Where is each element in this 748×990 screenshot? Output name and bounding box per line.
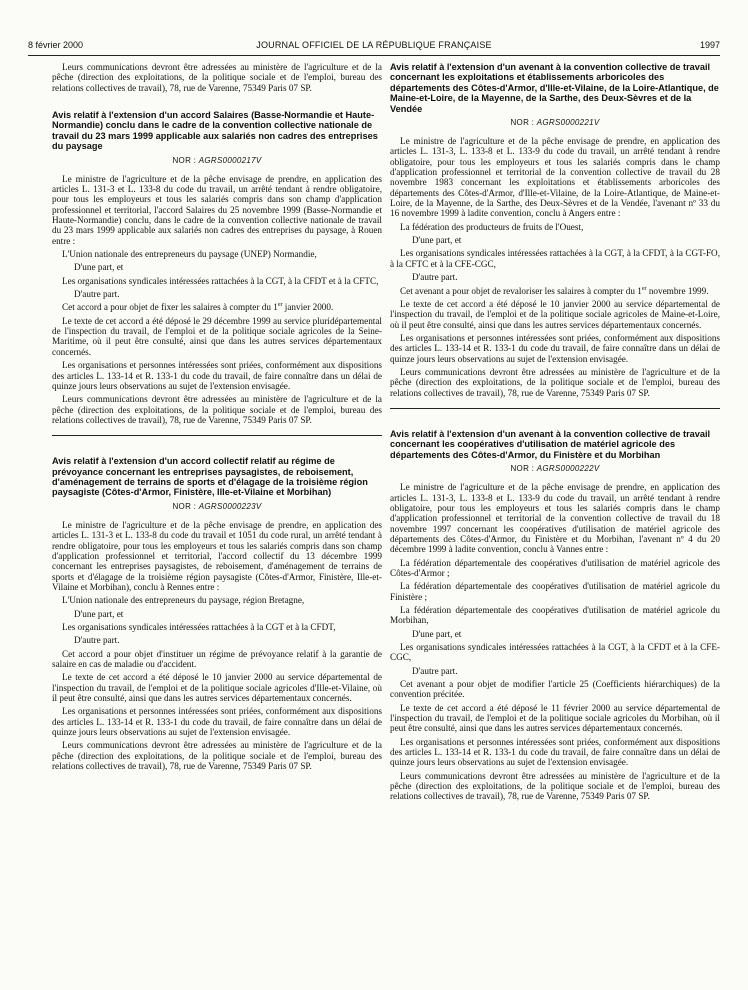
paragraph: La fédération des producteurs de fruits de l'Ouest, bbox=[400, 221, 584, 232]
paragraph: Leurs communications devront être adressées au ministère de l'agriculture et de la pêche (direction des exploitations, de la politique sociale et de l'emploi, bureau des relations collectives de travail), 78, rue de Varenne, 75349 Paris 07 SP. bbox=[390, 366, 720, 398]
paragraph: Le texte de cet accord a été déposé le 10 janvier 2000 au service départemental de l'inspection du travail, de l'emploi et de la politique sociale agricoles d'Ille-et-Vilaine, où il peut être consulté, ainsi que dans les autres services départementaux concernés. bbox=[52, 672, 382, 703]
paragraph: La fédération départementale des coopératives d'utilisation de matériel agricole du Morbihan, bbox=[390, 604, 720, 626]
section-gap bbox=[390, 415, 720, 429]
paragraph: Le ministre de l'agriculture et de la pêche envisage de prendre, en application des articles L. 131-3, L. 133-8 et L. 133-9 du code du travail, un arrêté tendant à rendre obligatoire, pour tous les employeurs et tous les salariés compris dans le champ d'application professionnel et territorial de la convention collective de travail du 18 novembre 1997 concernant les coopératives d'utilisation de matériel agricole des départements des Côtes-d'Armor, du Finistère et du Morbihan, l'avenant nº 4 du 20 décembre 1999 à ladite convention, conclu à Vannes entre : bbox=[390, 482, 720, 555]
nor-reference bbox=[52, 156, 382, 165]
header-rule bbox=[28, 55, 720, 56]
nor-code: AGRS0000217V bbox=[198, 155, 262, 165]
page-number: 1997 bbox=[699, 40, 720, 50]
paragraph: Les organisations syndicales intéressées rattachées à la CGT et à la CFDT, bbox=[62, 621, 336, 632]
right-column bbox=[390, 62, 720, 805]
carryover-paragraph: Leurs communications devront être adressées au ministère de l'agriculture et de la pêche (direction des exploitations, de la politique sociale et de l'emploi, bureau des relations collectives de travail), 78, rue de Varenne, 75349 Paris 07 SP. bbox=[52, 62, 382, 93]
text: Cet accord a pour objet de fixer les salaires à compter du 1 bbox=[62, 302, 278, 313]
text: Cet avenant a pour objet de revaloriser les salaires à compter du 1 bbox=[400, 285, 642, 296]
paragraph: D'autre part. bbox=[412, 272, 458, 283]
text: novembre 1999. bbox=[646, 285, 709, 296]
paragraph: Leurs communications devront être adressées au ministère de l'agriculture et de la pêche (direction des exploitations, de la politique sociale et de l'emploi, bureau des relations collectives de travail), 78, rue de Varenne, 75349 Paris 07 SP. bbox=[390, 770, 720, 802]
nor-reference bbox=[52, 502, 382, 511]
superscript: er bbox=[277, 302, 283, 309]
paragraph: Les organisations syndicales intéressées rattachées à la CGT, à la CFDT, à la CGT-FO, à la CFTC et à la CFE-CGC, bbox=[390, 248, 720, 269]
paragraph: Les organisations et personnes intéressées sont priées, conformément aux dispositions des articles L. 133-14 et R. 133-1 du code du travail, de faire connaître dans un délai de quinze jours leurs observations au sujet de l'extension envisagée. bbox=[52, 706, 382, 738]
paragraph: L'Union nationale des entrepreneurs du paysage, région Bretagne, bbox=[62, 595, 305, 606]
nor-reference bbox=[390, 464, 720, 473]
paragraph: D'une part, et bbox=[412, 235, 462, 246]
paragraph: Le texte de cet accord a été déposé le 11 février 2000 au service départemental de l'inspection du travail, de l'emploi et de la politique sociale agricoles du Morbihan, où il peut être consulté, ainsi que dans les autres services départementaux concernés. bbox=[390, 702, 720, 734]
paragraph: L'Union nationale des entrepreneurs du paysage (UNEP) Normandie, bbox=[62, 249, 317, 260]
paragraph: Cet avenant a pour objet de modifier l'article 25 (Coefficients hiérarchiques) de la convention précitée. bbox=[390, 679, 720, 700]
paragraph: D'autre part. bbox=[412, 665, 458, 676]
nor-label: NOR : bbox=[510, 464, 535, 474]
text: janvier 2000. bbox=[282, 302, 334, 313]
nor-reference bbox=[390, 118, 720, 127]
paragraph: Le texte de cet accord a été déposé le 29 décembre 1999 au service pluridépartemental de l'inspection du travail, de l'emploi et de la politique sociale agricoles de la Seine-Maritime, où il peut être consulté, ainsi que dans les autres services départementaux concernés. bbox=[52, 315, 382, 357]
section-title: Avis relatif à l'extension d'un avenant à la convention collective de travail concernant les coopératives d'utilisation de matériel agricole des départements des Côtes-d'Armor, du Finistère et du Morbihan bbox=[390, 428, 711, 460]
paragraph bbox=[390, 286, 720, 296]
paragraph: La fédération départementale des coopératives d'utilisation de matériel agricole des Côtes-d'Armor ; bbox=[390, 557, 720, 578]
paragraph: D'autre part. bbox=[74, 635, 120, 646]
paragraph: Les organisations syndicales intéressées rattachées à la CGT, à la CFDT et à la CFE-CGC, bbox=[390, 641, 720, 663]
paragraph: D'autre part. bbox=[74, 289, 120, 300]
paragraph: Les organisations et personnes intéressées sont priées, conformément aux dispositions des articles L. 133-14 et R. 133-1 du code du travail, de faire connaître dans un délai de quinze jours leurs observations au sujet de l'extension envisagée. bbox=[390, 736, 720, 768]
nor-code: AGRS0000221V bbox=[536, 118, 600, 128]
paragraph: Leurs communications devront être adressées au ministère de l'agriculture et de la pêche (direction des exploitations, de la politique sociale et de l'emploi, bureau des relations collectives de travail), 78, rue de Varenne, 75349 Paris 07 SP. bbox=[52, 740, 382, 772]
section-gap bbox=[52, 442, 382, 456]
page-header bbox=[28, 40, 720, 54]
section-title: Avis relatif à l'extension d'un accord Salaires (Basse-Normandie et Haute-Normandie) conclu dans le cadre de la convention collective nationale de travail du 23 mars 1999 applicable aux salariés non cadres des entreprises du paysage bbox=[52, 110, 378, 152]
avis-prevoyance-paysagistes bbox=[52, 456, 382, 771]
paragraph: Le texte de cet accord a été déposé le 10 janvier 2000 au service départemental de l'inspection du travail, de l'emploi et de la politique sociale agricoles de Maine-et-Loire, où il peut être consulté, ainsi que dans les autres services départementaux concernés. bbox=[390, 298, 720, 330]
paragraph: Le ministre de l'agriculture et de la pêche envisage de prendre, en application des articles L. 131-3 et L. 133-8 du code du travail et 1051 du code rural, un arrêté tendant à rendre obligatoire, pour tous les employeurs et tous les salariés compris dans son champ d'application professionnel et territorial, l'accord collectif du 13 décembre 1999 concernant les entreprises paysagistes, de reboisement, d'aménagement de terrains de sports et d'élagage de la troisième région paysagiste (Côtes-d'Armor, Finistère, Ille-et-Vilaine et Morbihan), conclu à Rennes entre : bbox=[52, 519, 382, 592]
paragraph: Leurs communications devront être adressées au ministère de l'agriculture et de la pêche (direction des exploitations, de la politique sociale et de l'emploi, bureau des relations collectives de travail), 78, rue de Varenne, 75349 Paris 07 SP. bbox=[52, 394, 382, 425]
paragraph: Les organisations et personnes intéressées sont priées, conformément aux dispositions des articles L. 133-14 et R. 133-1 du code du travail, de faire connaître dans un délai de quinze jours leurs observations au sujet de l'extension envisagée. bbox=[390, 332, 720, 364]
paragraph bbox=[52, 302, 382, 312]
nor-label: NOR : bbox=[172, 501, 197, 511]
section-separator bbox=[390, 408, 720, 409]
paragraph: Les organisations syndicales intéressées rattachées à la CGT, à la CFDT et à la CFTC, bbox=[62, 275, 379, 286]
section-gap bbox=[52, 96, 382, 110]
nor-label: NOR : bbox=[172, 155, 197, 165]
paragraph: D'une part, et bbox=[412, 628, 462, 639]
header-date: 8 février 2000 bbox=[28, 40, 84, 50]
section-title: Avis relatif à l'extension d'un avenant à la convention collective de travail concernant les exploitations et établissements arboricoles des départements des Côtes-d'Armor, d'Ille-et-Vilaine, de la Loire-Atlantique, de Maine-et-Loire, de la Mayenne, de la Sarthe, des Deux-Sèvres et de la Vendée bbox=[390, 62, 719, 114]
nor-code: AGRS0000223V bbox=[198, 501, 262, 511]
avis-cuma bbox=[390, 429, 720, 802]
header-title: JOURNAL OFFICIEL DE LA RÉPUBLIQUE FRANÇAISE bbox=[256, 40, 492, 50]
paragraph: La fédération départementale des coopératives d'utilisation de matériel agricole du Finistère ; bbox=[390, 581, 720, 602]
superscript: er bbox=[641, 285, 647, 292]
paragraph: D'une part, et bbox=[74, 608, 124, 619]
paragraph: D'une part, et bbox=[74, 262, 124, 273]
paragraph: Le ministre de l'agriculture et de la pêche envisage de prendre, en application des articles L. 131-3 et L. 133-8 du code du travail, un arrêté tendant à rendre obligatoire, pour tous les employeurs et tous les salariés compris dans son champ d'application professionnel et territorial, l'accord Salaires du 25 novembre 1999 (Basse-Normandie et Haute-Normandie) conclu, dans le cadre de la convention collective nationale de travail du 23 mars 1999 applicable aux salariés non cadres des entreprises du paysage, à Rouen entre : bbox=[52, 173, 382, 246]
avis-arboricoles bbox=[390, 62, 720, 398]
paragraph: Le ministre de l'agriculture et de la pêche envisage de prendre, en application des articles L. 131-3, L. 133-8 et L. 133-9 du code du travail, un arrêté tendant à rendre obligatoire, pour tous les employeurs et tous les salariés compris dans le champ d'application professionnel et territorial de la convention collective de travail du 28 novembre 1983 concernant les exploitations et établissements arboricoles des départements des Côtes-d'Armor, d'Ille-et-Vilaine, de la Loire-Atlantique, de Maine-et-Loire, de la Mayenne, de la Sarthe, des Deux-Sèvres et de la Vendée, l'avenant nº 33 du 16 novembre 1999 à ladite convention, conclu à Angers entre : bbox=[390, 136, 720, 219]
nor-code: AGRS0000222V bbox=[536, 464, 600, 474]
nor-label: NOR : bbox=[510, 118, 535, 128]
section-title: Avis relatif à l'extension d'un accord collectif relatif au régime de prévoyance concernant les entreprises paysagistes, de reboisement, d'aménagement de terrains de sports et d'élagage de la troisième région paysagiste (Côtes-d'Armor, Finistère, Ille-et-Vilaine et Morbihan) bbox=[52, 456, 368, 498]
paragraph: Les organisations et personnes intéressées sont priées, conformément aux dispositions des articles L. 133-14 et R. 133-1 du code du travail, de faire connaître dans un délai de quinze jours leurs observations au sujet de l'extension envisagée. bbox=[52, 360, 382, 391]
section-separator bbox=[52, 435, 382, 436]
avis-salaires-normandie bbox=[52, 110, 382, 425]
paragraph: Cet accord a pour objet d'instituer un régime de prévoyance relatif à la garantie de salaire en cas de maladie ou d'accident. bbox=[52, 648, 382, 669]
left-column bbox=[52, 62, 382, 774]
